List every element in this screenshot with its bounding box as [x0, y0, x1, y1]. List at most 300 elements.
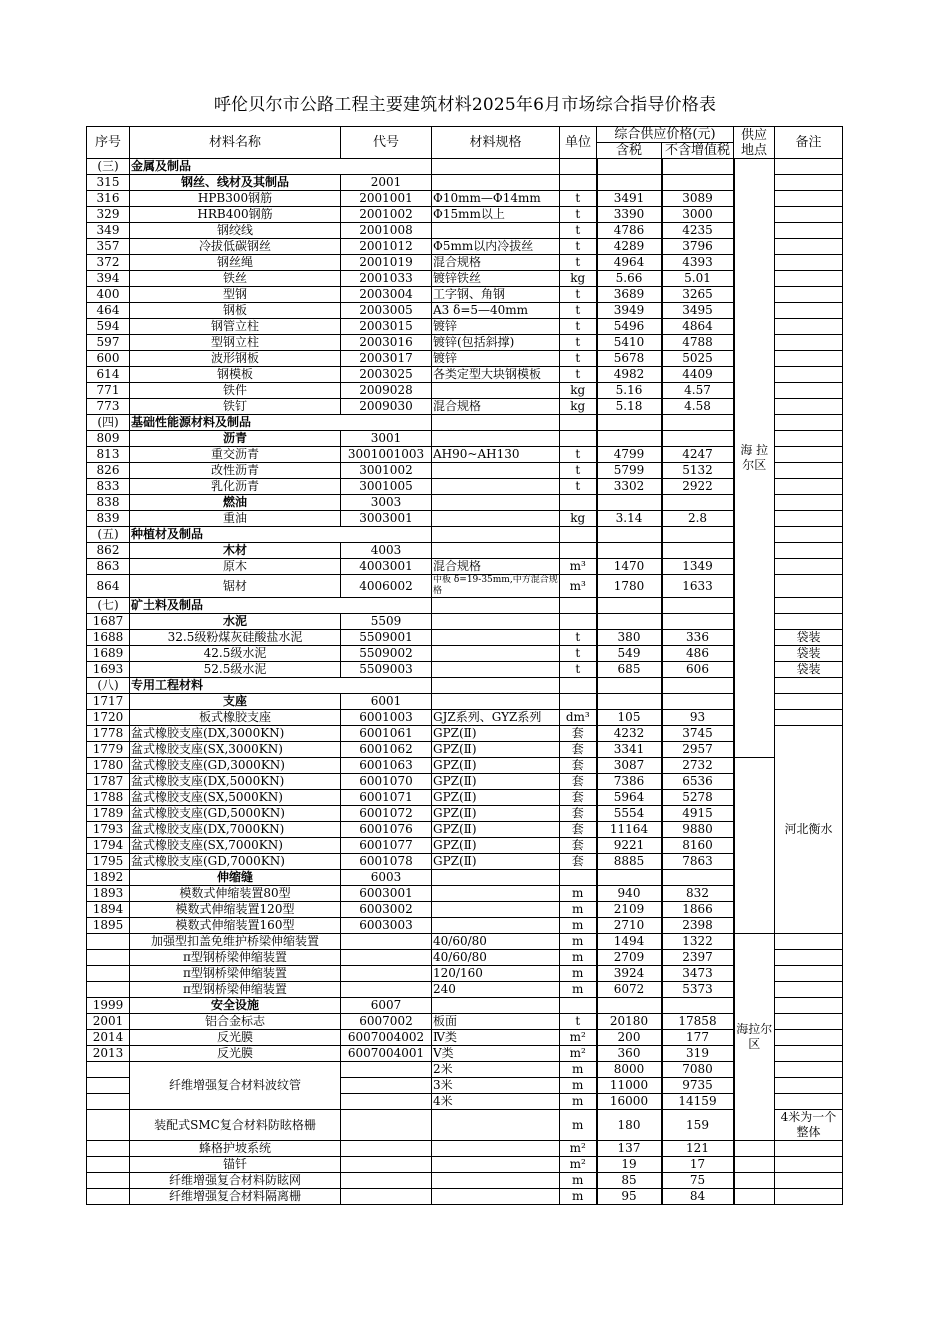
cell-spec: 板面 [432, 1014, 560, 1030]
cell-note [775, 191, 843, 207]
cell-seq: 1787 [87, 774, 130, 790]
section-row [87, 415, 843, 431]
cell-seq [87, 1173, 130, 1189]
cell-note [775, 511, 843, 527]
cell-price-incl: 2709 [597, 950, 662, 966]
cell-note [775, 1141, 843, 1157]
cell-price-excl: 5132 [662, 463, 734, 479]
cell-code: 6003002 [341, 902, 432, 918]
cell-code: 6007004002 [341, 1030, 432, 1046]
section-seq: (八) [87, 678, 130, 694]
cell-unit: 套 [560, 806, 597, 822]
cell-price-excl: 2.8 [662, 511, 734, 527]
table-row [87, 1030, 843, 1046]
cell-spec: 镀锌 [432, 351, 560, 367]
table-row [87, 463, 843, 479]
cell-seq: 464 [87, 303, 130, 319]
cell-seq: 1795 [87, 854, 130, 870]
cell-spec: GPZ(Ⅱ) [432, 838, 560, 854]
cell-name: HRB400钢筋 [130, 207, 341, 223]
table-row [87, 271, 843, 287]
cell-spec [432, 1173, 560, 1189]
cell-code: 6001003 [341, 710, 432, 726]
cell-name: 反光膜 [130, 1046, 341, 1062]
table-row [87, 207, 843, 223]
cell-note [775, 399, 843, 415]
cell-price-excl: 832 [662, 886, 734, 902]
spec-cell [432, 998, 560, 1014]
cell-unit: t [560, 335, 597, 351]
table-header [87, 127, 843, 159]
cell-seq: 863 [87, 559, 130, 575]
cell-unit: m [560, 982, 597, 998]
table-row [87, 239, 843, 255]
section-row [87, 527, 843, 543]
cell-price-incl: 200 [597, 1030, 662, 1046]
header-tax-incl: 含税 [597, 143, 662, 159]
cell-spec: GPZ(Ⅱ) [432, 822, 560, 838]
price-excl [662, 998, 734, 1014]
cell-unit: m [560, 1094, 597, 1110]
cell-spec [432, 1189, 560, 1205]
note-cell [775, 543, 843, 559]
spec-cell [432, 614, 560, 630]
cell-price-incl: 1494 [597, 934, 662, 950]
cell-price-excl: 3473 [662, 966, 734, 982]
table-row [87, 918, 843, 934]
price-excl [662, 678, 734, 694]
cell-price-excl: 4.57 [662, 383, 734, 399]
cell-price-incl: 11000 [597, 1078, 662, 1094]
table-row [87, 710, 843, 726]
cell-price-excl: 3089 [662, 191, 734, 207]
cell-spec: GPZ(Ⅱ) [432, 726, 560, 742]
cell-note [775, 271, 843, 287]
cell-code: 2003025 [341, 367, 432, 383]
price-incl [597, 431, 662, 447]
subhead-code: 3001 [341, 431, 432, 447]
subhead-row [87, 431, 843, 447]
cell-price-excl: 4393 [662, 255, 734, 271]
cell-price-incl: 4982 [597, 367, 662, 383]
cell-price-incl: 4786 [597, 223, 662, 239]
subhead-title: 支座 [130, 694, 341, 710]
cell-code: 3001005 [341, 479, 432, 495]
cell-seq: 1780 [87, 758, 130, 774]
table-row [87, 351, 843, 367]
cell-note [775, 479, 843, 495]
note-cell [775, 678, 843, 694]
cell-seq: 1788 [87, 790, 130, 806]
cell-note [775, 319, 843, 335]
cell-note [775, 966, 843, 982]
cell-price-excl: 3745 [662, 726, 734, 742]
cell-price-excl: 1322 [662, 934, 734, 950]
cell-code: 6001077 [341, 838, 432, 854]
cell-price-excl: 5373 [662, 982, 734, 998]
cell-spec: 3米 [432, 1078, 560, 1094]
cell-spec [432, 511, 560, 527]
cell-name: 纤维增强复合材料防眩网 [130, 1173, 341, 1189]
cell-price-excl: 177 [662, 1030, 734, 1046]
cell-price-excl: 486 [662, 646, 734, 662]
cell-seq [87, 934, 130, 950]
cell-unit: kg [560, 383, 597, 399]
cell-unit: t [560, 1014, 597, 1030]
price-excl [662, 175, 734, 191]
cell-unit: t [560, 223, 597, 239]
cell-note [775, 934, 843, 950]
cell-spec: 混合规格 [432, 255, 560, 271]
cell-unit: 套 [560, 822, 597, 838]
subhead-seq: 809 [87, 431, 130, 447]
cell-name: 重油 [130, 511, 341, 527]
cell-seq: 1689 [87, 646, 130, 662]
cell-price-incl: 4289 [597, 239, 662, 255]
cell-spec: Ⅳ类 [432, 1030, 560, 1046]
price-incl [597, 495, 662, 511]
cell-unit: m [560, 1110, 597, 1141]
cell-price-excl: 2922 [662, 479, 734, 495]
cell-price-excl: 4864 [662, 319, 734, 335]
cell-seq: 357 [87, 239, 130, 255]
cell-spec: Φ10mm—Φ14mm [432, 191, 560, 207]
cell-code: 2009028 [341, 383, 432, 399]
cell-spec [432, 223, 560, 239]
cell-price-incl: 5.16 [597, 383, 662, 399]
cell-spec: 混合规格 [432, 559, 560, 575]
cell-unit: m [560, 886, 597, 902]
price-excl [662, 415, 734, 431]
cell-name: 纤维增强复合材料隔离栅 [130, 1189, 341, 1205]
price-excl [662, 527, 734, 543]
cell-code: 6001076 [341, 822, 432, 838]
section-row [87, 159, 843, 175]
cell-name: 32.5级粉煤灰硅酸盐水泥 [130, 630, 341, 646]
cell-code [341, 1062, 432, 1078]
cell-spec: 2米 [432, 1062, 560, 1078]
cell-unit: m² [560, 1157, 597, 1173]
table-row [87, 806, 843, 822]
cell-seq: 826 [87, 463, 130, 479]
cell-seq: 1693 [87, 662, 130, 678]
table-row [87, 319, 843, 335]
cell-name: 盆式橡胶支座(SX,5000KN) [130, 790, 341, 806]
cell-unit: t [560, 479, 597, 495]
cell-price-incl: 685 [597, 662, 662, 678]
table-row [87, 886, 843, 902]
cell-unit: 套 [560, 774, 597, 790]
cell-price-incl: 137 [597, 1141, 662, 1157]
cell-price-incl: 380 [597, 630, 662, 646]
supply-location-hebei: 河北衡水 [775, 726, 843, 934]
cell-spec: GPZ(Ⅱ) [432, 790, 560, 806]
cell-unit: m² [560, 1030, 597, 1046]
subhead-title: 燃油 [130, 495, 341, 511]
supply-location-cell [734, 1173, 775, 1189]
table-row [87, 399, 843, 415]
cell-price-excl: 2397 [662, 950, 734, 966]
price-excl [662, 431, 734, 447]
unit-cell [560, 495, 597, 511]
cell-seq: 1688 [87, 630, 130, 646]
unit-cell [560, 678, 597, 694]
cell-code: 3001002 [341, 463, 432, 479]
cell-spec [432, 479, 560, 495]
cell-price-incl: 4964 [597, 255, 662, 271]
subhead-title: 安全设施 [130, 998, 341, 1014]
cell-note [775, 383, 843, 399]
subhead-code: 3003 [341, 495, 432, 511]
cell-note [775, 1189, 843, 1205]
cell-price-excl: 1866 [662, 902, 734, 918]
cell-spec: GPZ(Ⅱ) [432, 854, 560, 870]
cell-name: 钢管立柱 [130, 319, 341, 335]
cell-spec: 镀锌铁丝 [432, 271, 560, 287]
cell-name: 盆式橡胶支座(SX,7000KN) [130, 838, 341, 854]
cell-seq: 349 [87, 223, 130, 239]
cell-note [775, 463, 843, 479]
cell-name: 钢绞线 [130, 223, 341, 239]
table-row [87, 774, 843, 790]
cell-seq [87, 1078, 130, 1094]
cell-seq: 597 [87, 335, 130, 351]
table-row [87, 383, 843, 399]
cell-spec [432, 383, 560, 399]
price-incl [597, 614, 662, 630]
cell-note [775, 335, 843, 351]
cell-seq: 2001 [87, 1014, 130, 1030]
cell-seq: 2013 [87, 1046, 130, 1062]
subhead-code: 5509 [341, 614, 432, 630]
cell-price-incl: 3949 [597, 303, 662, 319]
cell-price-incl: 2710 [597, 918, 662, 934]
cell-price-incl: 3.14 [597, 511, 662, 527]
cell-unit: 套 [560, 838, 597, 854]
section-row [87, 598, 843, 614]
cell-price-incl: 7386 [597, 774, 662, 790]
section-title: 专用工程材料 [130, 678, 432, 694]
cell-name: 52.5级水泥 [130, 662, 341, 678]
supply-location-hailaer: 海 拉 尔区 [734, 159, 775, 758]
cell-price-incl: 549 [597, 646, 662, 662]
cell-name: 板式橡胶支座 [130, 710, 341, 726]
cell-name: 铁件 [130, 383, 341, 399]
unit-cell [560, 543, 597, 559]
header-tax-excl: 不含增值税 [662, 143, 734, 159]
section-title: 基础性能源材料及制品 [130, 415, 432, 431]
cell-unit: dm³ [560, 710, 597, 726]
cell-seq: 600 [87, 351, 130, 367]
cell-unit: kg [560, 271, 597, 287]
cell-code: 6001070 [341, 774, 432, 790]
note-cell [775, 495, 843, 511]
subhead-seq: 315 [87, 175, 130, 191]
table-row [87, 1173, 843, 1189]
cell-unit: m³ [560, 559, 597, 575]
cell-code: 2001019 [341, 255, 432, 271]
cell-price-incl: 1780 [597, 575, 662, 598]
cell-code: 6001072 [341, 806, 432, 822]
cell-seq: 1894 [87, 902, 130, 918]
price-incl [597, 998, 662, 1014]
cell-code: 5509003 [341, 662, 432, 678]
cell-price-incl: 3087 [597, 758, 662, 774]
cell-unit: m [560, 1173, 597, 1189]
spec-cell [432, 527, 560, 543]
cell-name: 型钢 [130, 287, 341, 303]
note-cell [775, 431, 843, 447]
cell-price-incl: 11164 [597, 822, 662, 838]
cell-unit: t [560, 191, 597, 207]
subhead-seq: 862 [87, 543, 130, 559]
cell-name: 铁丝 [130, 271, 341, 287]
spec-cell [432, 543, 560, 559]
table-row [87, 223, 843, 239]
cell-price-incl: 5410 [597, 335, 662, 351]
cell-price-incl: 2109 [597, 902, 662, 918]
cell-price-incl: 4799 [597, 447, 662, 463]
subhead-code: 6007 [341, 998, 432, 1014]
note-cell [775, 598, 843, 614]
price-excl [662, 598, 734, 614]
cell-note [775, 1078, 843, 1094]
cell-price-excl: 9735 [662, 1078, 734, 1094]
cell-name: 盆式橡胶支座(GD,5000KN) [130, 806, 341, 822]
spec-cell [432, 431, 560, 447]
cell-price-excl: 336 [662, 630, 734, 646]
cell-seq: 1794 [87, 838, 130, 854]
unit-cell [560, 159, 597, 175]
price-excl [662, 614, 734, 630]
cell-name: HPB300钢筋 [130, 191, 341, 207]
cell-unit: 套 [560, 726, 597, 742]
cell-note [775, 303, 843, 319]
cell-price-incl: 3390 [597, 207, 662, 223]
section-seq: (七) [87, 598, 130, 614]
cell-price-excl: 75 [662, 1173, 734, 1189]
cell-spec: 混合规格 [432, 399, 560, 415]
table-body [87, 159, 843, 1205]
cell-note [775, 559, 843, 575]
subhead-seq: 1687 [87, 614, 130, 630]
note-cell [775, 175, 843, 191]
cell-name: 装配式SMC复合材料防眩格栅 [130, 1110, 341, 1141]
table-row [87, 646, 843, 662]
cell-name: 钢模板 [130, 367, 341, 383]
table-row [87, 1141, 843, 1157]
cell-seq [87, 966, 130, 982]
cell-unit: t [560, 646, 597, 662]
supply-location-cell [734, 1189, 775, 1205]
cell-note [775, 207, 843, 223]
cell-price-excl: 2957 [662, 742, 734, 758]
price-incl [597, 598, 662, 614]
section-row [87, 678, 843, 694]
cell-price-incl: 5.66 [597, 271, 662, 287]
supply-location-hailaer-2: 海拉尔区 [734, 934, 775, 1141]
cell-seq: 372 [87, 255, 130, 271]
table-row [87, 367, 843, 383]
subhead-code: 6003 [341, 870, 432, 886]
cell-note [775, 351, 843, 367]
cell-name: 铁钉 [130, 399, 341, 415]
subhead-row [87, 495, 843, 511]
table-row [87, 575, 843, 598]
cell-price-incl: 3924 [597, 966, 662, 982]
cell-seq: 1779 [87, 742, 130, 758]
cell-price-incl: 8000 [597, 1062, 662, 1078]
cell-code: 2003016 [341, 335, 432, 351]
cell-note [775, 1046, 843, 1062]
cell-note [775, 1030, 843, 1046]
cell-code [341, 1094, 432, 1110]
section-title: 矿土料及制品 [130, 598, 432, 614]
cell-price-excl: 1633 [662, 575, 734, 598]
cell-unit: m [560, 950, 597, 966]
cell-code: 5509002 [341, 646, 432, 662]
table-row [87, 191, 843, 207]
cell-name: 冷拔低碳钢丝 [130, 239, 341, 255]
cell-code [341, 966, 432, 982]
cell-seq [87, 950, 130, 966]
cell-spec: 镀锌(包括斜撑) [432, 335, 560, 351]
cell-seq [87, 982, 130, 998]
cell-price-excl: 17858 [662, 1014, 734, 1030]
cell-spec: GPZ(Ⅱ) [432, 774, 560, 790]
cell-unit: t [560, 351, 597, 367]
price-excl [662, 694, 734, 710]
cell-price-incl: 105 [597, 710, 662, 726]
cell-spec: A3 δ=5—40mm [432, 303, 560, 319]
cell-name: 钢板 [130, 303, 341, 319]
cell-note: 袋装 [775, 630, 843, 646]
cell-unit: 套 [560, 742, 597, 758]
table-row [87, 982, 843, 998]
cell-spec: 40/60/80 [432, 950, 560, 966]
cell-name: 纤维增强复合材料波纹管 [130, 1062, 341, 1110]
cell-name: 重交沥青 [130, 447, 341, 463]
cell-note [775, 1014, 843, 1030]
cell-unit: t [560, 287, 597, 303]
cell-name: 锯材 [130, 575, 341, 598]
cell-price-incl: 5.18 [597, 399, 662, 415]
cell-note [775, 710, 843, 726]
table-row [87, 559, 843, 575]
cell-spec [432, 662, 560, 678]
cell-price-excl: 17 [662, 1157, 734, 1173]
cell-code: 3001001003 [341, 447, 432, 463]
table-row [87, 758, 843, 774]
cell-spec: 240 [432, 982, 560, 998]
cell-seq: 839 [87, 511, 130, 527]
cell-note [775, 447, 843, 463]
cell-name: 原木 [130, 559, 341, 575]
cell-note [775, 287, 843, 303]
cell-price-excl: 5278 [662, 790, 734, 806]
header-spec: 材料规格 [432, 127, 560, 159]
cell-unit: m [560, 902, 597, 918]
cell-note [775, 1062, 843, 1078]
cell-seq: 614 [87, 367, 130, 383]
table-row [87, 1046, 843, 1062]
cell-spec: GPZ(Ⅱ) [432, 806, 560, 822]
cell-name: π型钢桥梁伸缩装置 [130, 950, 341, 966]
price-incl [597, 694, 662, 710]
cell-note [775, 1157, 843, 1173]
cell-unit: t [560, 630, 597, 646]
subhead-seq: 1999 [87, 998, 130, 1014]
